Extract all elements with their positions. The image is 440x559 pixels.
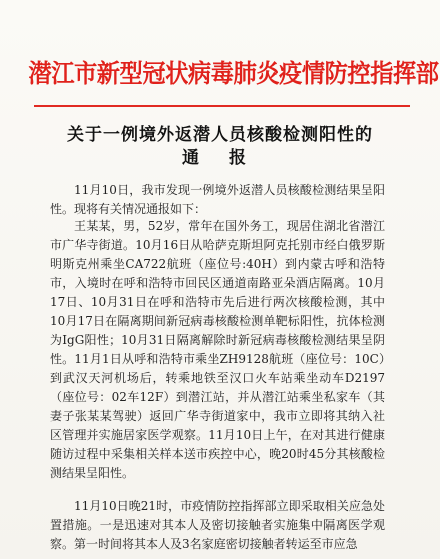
org-header: 潜江市新型冠状病毒肺炎疫情防控指挥部 bbox=[28, 59, 439, 88]
document-title-line1: 关于一例境外返潜人员核酸检测阳性的 bbox=[67, 125, 373, 145]
paragraph-response-measures: 11月10日晚21时，市疫情防控指挥部立即采取相关应急处置措施。一是迅速对其本人及密切接触者实施集中隔离医学观察。第一时间将其本人及3名家庭密切接触者转运至市应急 bbox=[50, 499, 385, 551]
paragraph-case-details: 王某某，男，52岁，常年在国外务工，现居住湖北省潜江市广华寺街道。10月16日从哈萨克斯坦阿克托别市经白俄罗斯明斯克州乘坐CA722航班（座位号:40H）到内蒙古呼和浩特市，入境时在呼和浩特市回民区通道南路亚朵酒店隔离。10月17日、10月31日在呼和浩特市先后进行两次核酸检测，其中10月17日在隔离期间新冠病毒核酸检测单靶标阳性，抗体检测为IgG阳性；10月31日隔离解除时新冠病毒核酸检测结果呈阴性。11月1日从呼和浩特市乘坐ZH9128航班（座位号：10C）到武汉天河机场后，转乘地铁至汉口火车站乘坐动车D2197（座位号：02车12F）到潜江站，并从潜江站乘坐私家车（其妻子张某某驾驶）返回广华寺街道家中，我市立即将其纳入社区管理并实施居家医学观察。11月10日上午，在对其进行健康随访过程中采集相关样本送市疾控中心，晚20时45分其核酸检测结果呈阳性。 bbox=[50, 219, 385, 480]
paragraph-intro: 11月10日，我市发现一例境外返潜人员核酸检测结果呈阳性。现将有关情况通报如下： bbox=[50, 183, 385, 216]
document-title-line2: 通 报 bbox=[182, 148, 258, 168]
red-divider-line bbox=[34, 105, 410, 107]
